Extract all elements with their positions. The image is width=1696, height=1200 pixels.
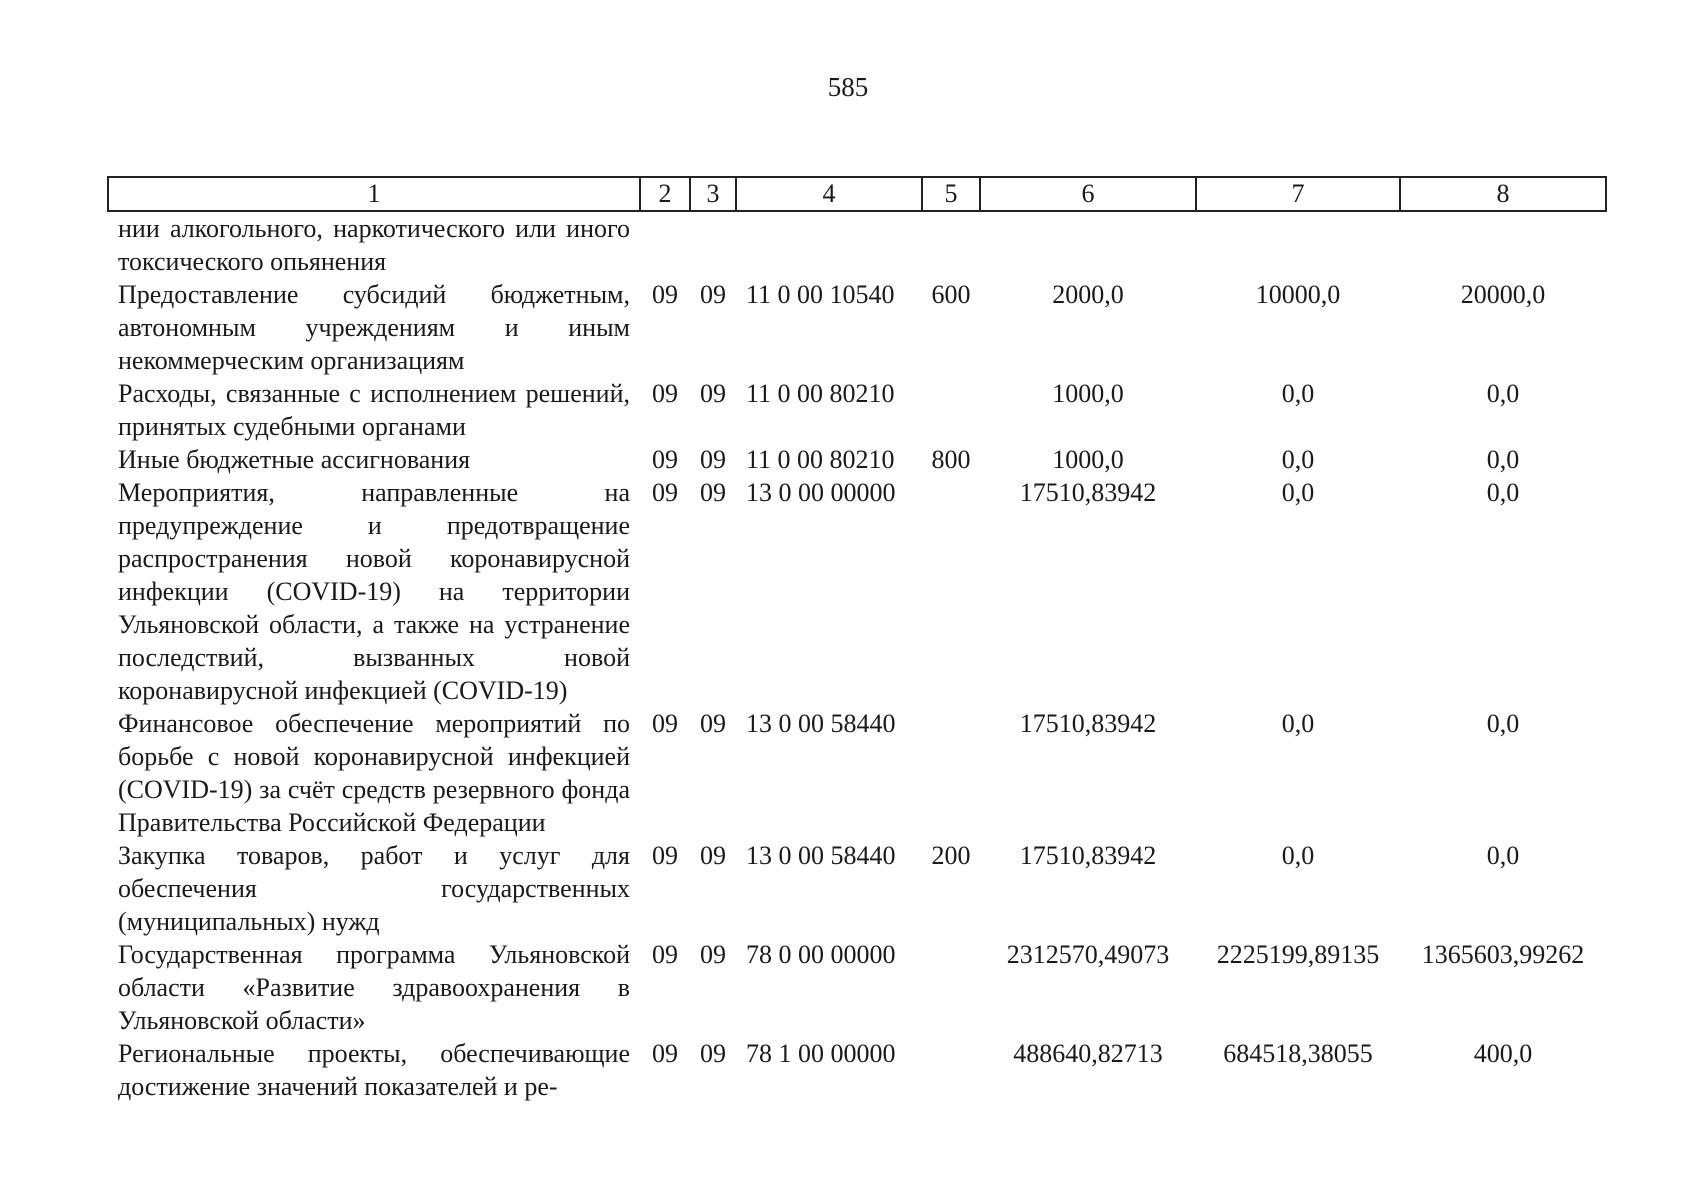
cell-target-code: 13 0 00 58440 bbox=[746, 841, 896, 870]
cell-amount-8: 0,0 bbox=[1486, 379, 1520, 408]
column-header-7: 7 bbox=[1196, 177, 1400, 211]
row-name: Региональные проекты, обеспечивающие достижение значений показателей и ре- bbox=[118, 1039, 630, 1101]
table-row bbox=[108, 278, 1606, 377]
column-header-3: 3 bbox=[690, 177, 736, 211]
cell-amount-6: 2000,0 bbox=[1052, 280, 1124, 309]
cell-amount-8: 0,0 bbox=[1486, 445, 1520, 474]
cell-subsection: 09 bbox=[700, 445, 726, 474]
cell-amount-6: 17510,83942 bbox=[1019, 709, 1157, 738]
cell-target-code: 11 0 00 10540 bbox=[746, 280, 895, 309]
cell-amount-6: 1000,0 bbox=[1052, 379, 1124, 408]
row-name: Предоставление субсидий бюджетным, автономным учреждениям и иным некоммерческим организациям bbox=[118, 280, 630, 375]
column-header-5: 5 bbox=[922, 177, 980, 211]
header-row bbox=[108, 177, 1606, 211]
table-row bbox=[108, 476, 1606, 707]
cell-amount-8: 0,0 bbox=[1486, 841, 1520, 870]
cell-target-code: 78 0 00 00000 bbox=[746, 940, 896, 969]
column-header-4: 4 bbox=[736, 177, 922, 211]
cell-section: 09 bbox=[652, 841, 678, 870]
cell-subsection bbox=[690, 211, 736, 278]
cell-expense-type bbox=[922, 707, 980, 839]
column-header-2: 2 bbox=[640, 177, 690, 211]
cell-target-code: 11 0 00 80210 bbox=[746, 445, 895, 474]
table-row bbox=[108, 938, 1606, 1037]
cell-amount-8: 0,0 bbox=[1486, 709, 1520, 738]
cell-amount-6: 2312570,49073 bbox=[1006, 940, 1170, 969]
cell-expense-type bbox=[922, 1037, 980, 1103]
cell-section: 09 bbox=[652, 940, 678, 969]
cell-amount-6: 17510,83942 bbox=[1019, 478, 1157, 507]
row-name: Мероприятия, направленные на предупреждение и предотвращение распространения новой коронавирусной инфекции (COVID-19) на территории Ульяновской области, а также на устранение последствий, вызванных новой коронавирусной инфекцией (COVID-19) bbox=[118, 478, 630, 705]
cell-section: 09 bbox=[652, 280, 678, 309]
cell-section bbox=[640, 211, 690, 278]
cell-amount-7: 0,0 bbox=[1281, 709, 1315, 738]
cell-amount-8: 20000,0 bbox=[1460, 280, 1546, 309]
cell-section: 09 bbox=[652, 1039, 678, 1068]
cell-amount-6: 488640,82713 bbox=[1013, 1039, 1163, 1068]
cell-amount-6: 17510,83942 bbox=[1019, 841, 1157, 870]
page-number: 585 bbox=[827, 72, 869, 102]
cell-amount-7 bbox=[1196, 211, 1400, 278]
cell-target-code: 13 0 00 58440 bbox=[746, 709, 896, 738]
row-name: нии алкогольного, наркотического или иного токсического опьянения bbox=[118, 214, 630, 276]
cell-section: 09 bbox=[652, 709, 678, 738]
row-name: Финансовое обеспечение мероприятий по борьбе с новой коронавирусной инфекцией (COVID-19) за счёт средств резервного фонда Правительства Российской Федерации bbox=[118, 709, 630, 837]
cell-target-code bbox=[736, 211, 922, 278]
cell-amount-7: 10000,0 bbox=[1255, 280, 1341, 309]
table-row bbox=[108, 707, 1606, 839]
row-name: Закупка товаров, работ и услуг для обеспечения государственных (муниципальных) нужд bbox=[118, 841, 630, 936]
cell-subsection: 09 bbox=[700, 478, 726, 507]
cell-expense-type: 200 bbox=[931, 841, 971, 870]
cell-target-code: 11 0 00 80210 bbox=[746, 379, 895, 408]
cell-amount-8: 400,0 bbox=[1473, 1039, 1533, 1068]
cell-subsection: 09 bbox=[700, 1039, 726, 1068]
column-header-6: 6 bbox=[980, 177, 1196, 211]
cell-amount-8: 0,0 bbox=[1486, 478, 1520, 507]
table-row bbox=[108, 839, 1606, 938]
cell-expense-type bbox=[922, 938, 980, 1037]
cell-amount-8: 1365603,99262 bbox=[1421, 940, 1585, 969]
cell-expense-type bbox=[922, 476, 980, 707]
cell-amount-7: 0,0 bbox=[1281, 478, 1315, 507]
cell-amount-8 bbox=[1400, 211, 1606, 278]
cell-amount-7: 0,0 bbox=[1281, 379, 1315, 408]
cell-expense-type bbox=[922, 211, 980, 278]
row-name: Иные бюджетные ассигнования bbox=[118, 445, 471, 474]
cell-amount-6 bbox=[980, 211, 1196, 278]
cell-section: 09 bbox=[652, 379, 678, 408]
cell-subsection: 09 bbox=[700, 709, 726, 738]
cell-subsection: 09 bbox=[700, 841, 726, 870]
cell-subsection: 09 bbox=[700, 379, 726, 408]
cell-expense-type: 600 bbox=[931, 280, 971, 309]
row-name: Государственная программа Ульяновской области «Развитие здравоохранения в Ульяновской области» bbox=[118, 940, 630, 1035]
table-row bbox=[108, 211, 1606, 278]
column-header-8: 8 bbox=[1400, 177, 1606, 211]
cell-expense-type bbox=[922, 377, 980, 443]
budget-table bbox=[107, 176, 1607, 1103]
row-name: Расходы, связанные с исполнением решений, принятых судебными органами bbox=[118, 379, 630, 441]
cell-amount-7: 0,0 bbox=[1281, 841, 1315, 870]
cell-amount-7: 684518,38055 bbox=[1223, 1039, 1373, 1068]
cell-expense-type: 800 bbox=[931, 445, 971, 474]
table-row bbox=[108, 377, 1606, 443]
cell-amount-7: 2225199,89135 bbox=[1216, 940, 1380, 969]
table-row bbox=[108, 1037, 1606, 1103]
cell-amount-6: 1000,0 bbox=[1052, 445, 1124, 474]
cell-subsection: 09 bbox=[700, 280, 726, 309]
cell-section: 09 bbox=[652, 478, 678, 507]
cell-subsection: 09 bbox=[700, 940, 726, 969]
cell-section: 09 bbox=[652, 445, 678, 474]
column-header-1: 1 bbox=[108, 177, 640, 211]
cell-amount-7: 0,0 bbox=[1281, 445, 1315, 474]
table-row bbox=[108, 443, 1606, 476]
cell-target-code: 78 1 00 00000 bbox=[746, 1039, 896, 1068]
cell-target-code: 13 0 00 00000 bbox=[746, 478, 896, 507]
